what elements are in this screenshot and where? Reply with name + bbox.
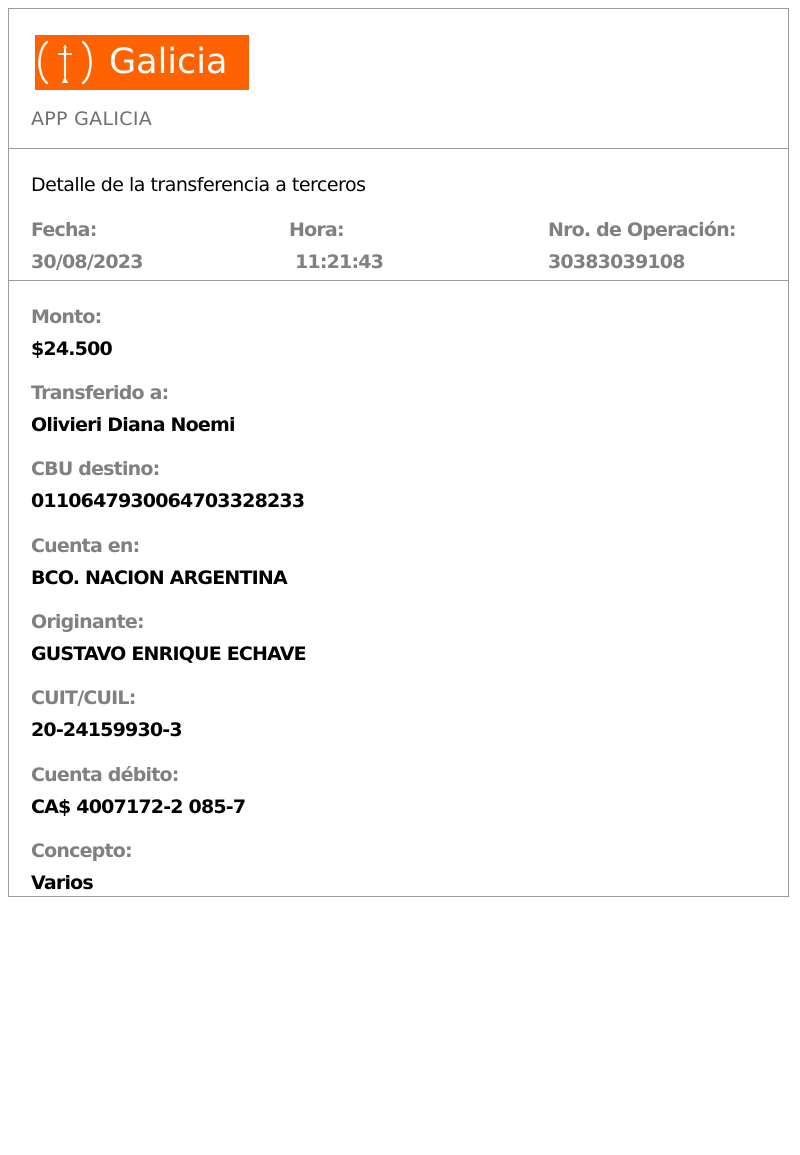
destination-bank-detail: [31, 534, 761, 590]
amount-value: $24.500: [31, 338, 112, 360]
concept-label: Concepto:: [31, 840, 132, 862]
transfer-receipt: [8, 8, 789, 897]
originator-label: Originante:: [31, 611, 144, 633]
recipient-label: Transferido a:: [31, 382, 169, 404]
app-name: APP GALICIA: [31, 108, 153, 130]
logo-text: Galicia: [109, 42, 228, 82]
transfer-summary: [9, 149, 788, 281]
destination-cbu-value: 0110647930064703328233: [31, 490, 305, 512]
debit-account-value: CA$ 4007172-2 085-7: [31, 796, 246, 818]
date-value: 30/08/2023: [31, 251, 143, 273]
receipt-header: [9, 9, 788, 149]
operation-number-value: 30383039108: [548, 251, 685, 273]
recipient-detail: [31, 381, 761, 437]
destination-cbu-detail: [31, 457, 761, 513]
time-label: Hora:: [289, 219, 344, 241]
tax-id-label: CUIT/CUIL:: [31, 687, 136, 709]
originator-detail: [31, 610, 761, 666]
debit-account-detail: [31, 763, 761, 819]
transfer-details: [9, 281, 788, 898]
time-value: 11:21:43: [295, 251, 384, 273]
concept-value: Varios: [31, 872, 93, 894]
originator-value: GUSTAVO ENRIQUE ECHAVE: [31, 643, 306, 665]
destination-bank-value: BCO. NACION ARGENTINA: [31, 567, 287, 589]
destination-bank-label: Cuenta en:: [31, 535, 140, 557]
concept-detail: [31, 839, 761, 895]
tax-id-detail: [31, 686, 761, 742]
amount-detail: [31, 305, 761, 361]
amount-label: Monto:: [31, 306, 102, 328]
recipient-value: Olivieri Diana Noemi: [31, 414, 235, 436]
date-label: Fecha:: [31, 219, 97, 241]
debit-account-label: Cuenta débito:: [31, 764, 179, 786]
transfer-title: Detalle de la transferencia a terceros: [31, 174, 366, 196]
galicia-logo: [35, 35, 249, 90]
destination-cbu-label: CBU destino:: [31, 458, 160, 480]
operation-number-label: Nro. de Operación:: [548, 219, 736, 241]
tax-id-value: 20-24159930-3: [31, 719, 182, 741]
galicia-emblem-icon: [38, 38, 92, 87]
